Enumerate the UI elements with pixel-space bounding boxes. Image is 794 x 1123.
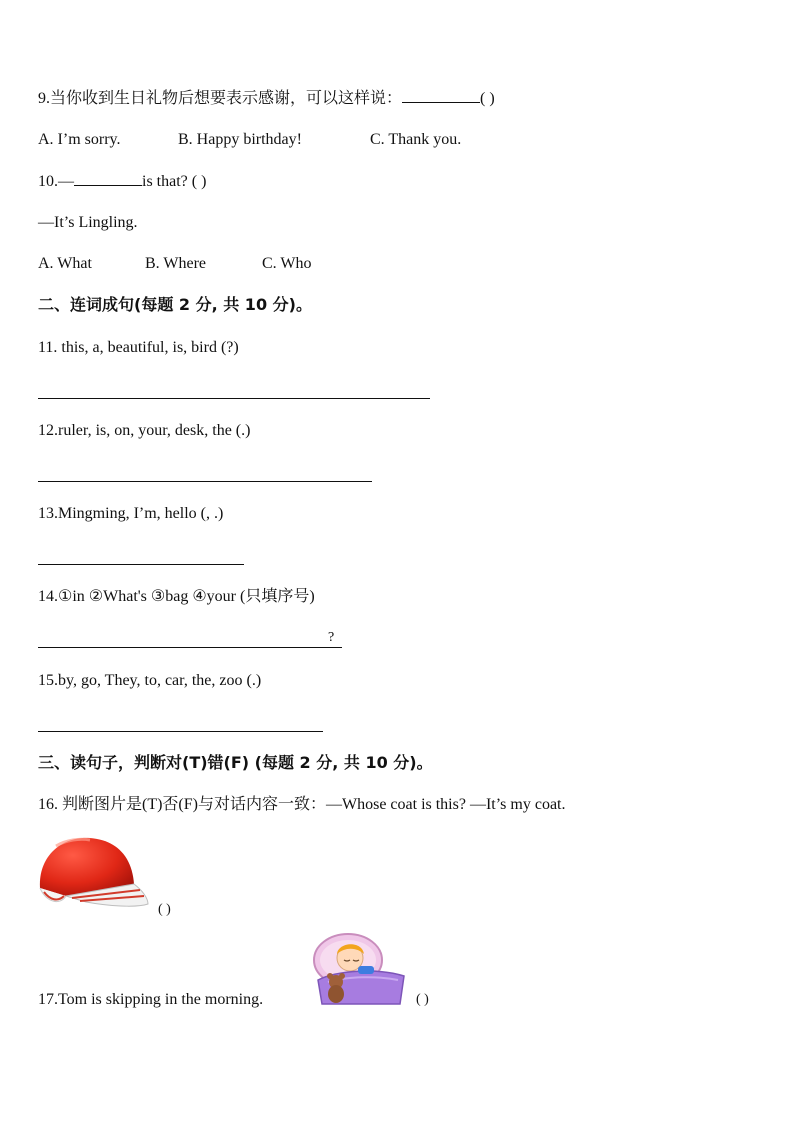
answer-paren-17[interactable]: ( ) bbox=[416, 992, 429, 1007]
question-10-options bbox=[38, 254, 311, 274]
question-15: 15.by, go, They, to, car, the, zoo (.) bbox=[38, 672, 262, 689]
option-b-9[interactable]: B. Happy birthday! bbox=[178, 131, 302, 148]
option-c-10[interactable]: C. Who bbox=[262, 255, 312, 272]
question-14: 14.①in ②What's ③bag ④your (只填序号) bbox=[38, 588, 315, 605]
question-9-options bbox=[38, 130, 461, 150]
question-10-suffix: is that? ( ) bbox=[142, 173, 207, 190]
question-16: 16. 判断图片是(T)否(F)与对话内容一致：—Whose coat is this? —It’s my coat. bbox=[38, 796, 566, 813]
answer-blank-9[interactable] bbox=[402, 88, 480, 103]
question-9 bbox=[38, 88, 495, 109]
answer-line-14[interactable] bbox=[38, 646, 342, 648]
question-10-reply: —It’s Lingling. bbox=[38, 214, 138, 231]
question-10 bbox=[38, 171, 206, 192]
option-c-9[interactable]: C. Thank you. bbox=[370, 131, 462, 148]
red-cap-image bbox=[36, 832, 150, 916]
question-10-prefix: 10.— bbox=[38, 173, 74, 190]
answer-line-15[interactable] bbox=[38, 730, 323, 732]
section-2-title: 二、连词成句(每题 2 分, 共 10 分)。 bbox=[38, 295, 312, 314]
question-9-stem: 9.当你收到生日礼物后想要表示感谢，可以这样说： bbox=[38, 90, 403, 107]
question-12: 12.ruler, is, on, your, desk, the (.) bbox=[38, 422, 251, 439]
option-a-10[interactable]: A. What bbox=[38, 255, 92, 272]
answer-line-13[interactable] bbox=[38, 563, 244, 565]
section-3-title: 三、读句子，判断对(T)错(F) (每题 2 分, 共 10 分)。 bbox=[38, 753, 433, 772]
question-9-paren: ( ) bbox=[480, 90, 495, 107]
option-a-9[interactable]: A. I’m sorry. bbox=[38, 131, 121, 148]
question-11: 11. this, a, beautiful, is, bird (?) bbox=[38, 339, 239, 356]
answer-blank-10[interactable] bbox=[74, 171, 142, 186]
question-13: 13.Mingming, I’m, hello (, .) bbox=[38, 505, 224, 522]
question-17: 17.Tom is skipping in the morning. bbox=[38, 991, 264, 1008]
option-b-10[interactable]: B. Where bbox=[145, 255, 207, 272]
sleeping-child-image bbox=[308, 930, 408, 1008]
answer-paren-16[interactable]: ( ) bbox=[158, 902, 171, 917]
question-14-end-mark: ? bbox=[328, 630, 335, 645]
answer-line-12[interactable] bbox=[38, 480, 372, 482]
answer-line-11[interactable] bbox=[38, 397, 430, 399]
